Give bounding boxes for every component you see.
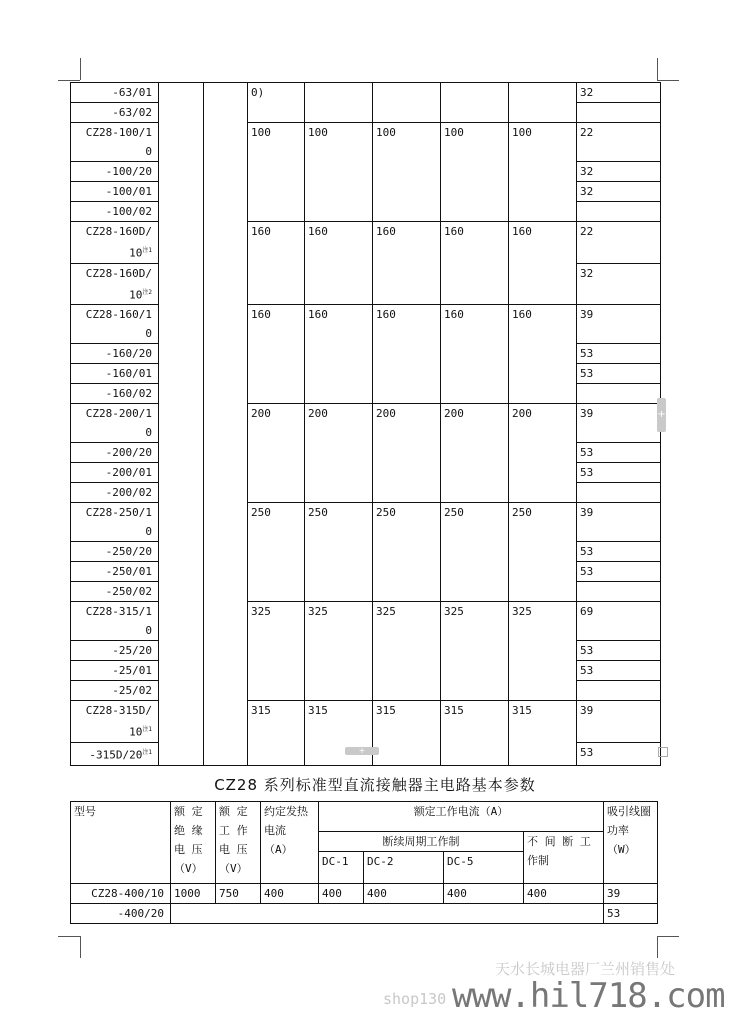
cell-coil-power: 53 [577, 641, 661, 661]
cell-dc5: 400 [444, 884, 524, 904]
cell-model [71, 661, 159, 681]
cell-model [71, 202, 159, 222]
cell-current: 160 [509, 305, 577, 404]
cell-thermal-current: 400 [261, 884, 319, 904]
model-text: -25/01 [112, 664, 152, 678]
cell-current: 200 [441, 404, 509, 503]
cell-coil-power: 32 [577, 83, 661, 103]
crop-mark-top-right-v [657, 58, 658, 80]
header-rated-current: 额定工作电流（A） [319, 802, 604, 832]
cell-current: 160 [305, 222, 373, 305]
model-text: -25/20 [112, 644, 152, 658]
cell-dc1: 400 [319, 884, 364, 904]
cell-model [71, 344, 159, 364]
cell-current: 250 [509, 503, 577, 602]
cell-dc2: 400 [364, 884, 444, 904]
model-text: CZ28-160/1 [85, 308, 152, 322]
cell-current [509, 83, 577, 123]
header-dc2: DC-2 [364, 852, 444, 884]
watermark-shop: shop130 [383, 990, 447, 1008]
cell-current: 200 [509, 404, 577, 503]
cell-model [71, 582, 159, 602]
model-text: CZ28-315D/ [85, 704, 152, 718]
cell-coil-power: 39 [577, 305, 661, 344]
cell-current: 100 [305, 123, 373, 222]
cell-coil-power [577, 681, 661, 701]
watermark-url: www.hil718.com [452, 976, 725, 1016]
cell-coil-power: 39 [577, 404, 661, 443]
cell-insulation-voltage: 1000 [171, 884, 216, 904]
cell-current: 100 [373, 123, 441, 222]
cell-model [71, 503, 159, 542]
cell-coil-power: 39 [577, 701, 661, 743]
cell-current: 315 [373, 701, 441, 765]
cell-current: 200 [248, 404, 305, 503]
model-text: CZ28-200/1 [85, 407, 152, 421]
footnote-marker: 注1 [142, 247, 152, 254]
cell-model [71, 103, 159, 123]
cell-coil-power [577, 483, 661, 503]
cell-model [71, 123, 159, 162]
model-text: -315D/20 [89, 748, 143, 762]
expand-bottom-handle[interactable]: + [345, 747, 379, 755]
model-text: CZ28-100/1 [85, 126, 152, 139]
cell-coil-power: 22 [577, 123, 661, 162]
cell-empty [171, 904, 604, 924]
cell-current: 325 [441, 602, 509, 701]
crop-mark-top-left-h [58, 80, 80, 81]
cell-current: 160 [441, 305, 509, 404]
cell-model [71, 222, 159, 264]
cell-model [71, 384, 159, 404]
model-text: -63/01 [112, 86, 152, 99]
cell-current: 160 [373, 305, 441, 404]
cell-model [71, 443, 159, 463]
cell-coil-power [577, 384, 661, 404]
model-text: -25/02 [112, 684, 152, 698]
cell-current: 100 [248, 123, 305, 222]
model-text: -63/02 [112, 106, 152, 119]
cell-model [71, 701, 159, 743]
crop-mark-bottom-right-h [657, 936, 679, 937]
cell-coil-power [577, 202, 661, 222]
watermark-company: 天水长城电器厂兰州销售处 [495, 960, 676, 978]
header-thermal-current: 约定发热电流 （A） [261, 802, 319, 884]
model-text: CZ28-160D/ [85, 225, 152, 238]
cell-current: 160 [248, 305, 305, 404]
cell-work-voltage: 750 [216, 884, 261, 904]
header-model: 型号 [71, 802, 171, 884]
cell-coil-power [577, 103, 661, 123]
cell-current [305, 83, 373, 123]
cell-empty [204, 83, 248, 766]
cell-model [71, 263, 159, 305]
crop-mark-top-right-h [657, 80, 679, 81]
upper-parameter-table [70, 82, 718, 766]
footnote-marker: 注1 [142, 748, 152, 756]
cell-current: 160 [373, 222, 441, 305]
footnote-marker: 注2 [142, 288, 152, 296]
model-text-line2: 10 [129, 288, 143, 302]
cell-current: 315 [441, 701, 509, 765]
cell-coil-power: 53 [577, 443, 661, 463]
cell-current: 325 [305, 602, 373, 701]
cell-model [71, 542, 159, 562]
header-work-voltage: 额 定 工 作 电 压 （V） [216, 802, 261, 884]
cell-coil-power: 53 [577, 562, 661, 582]
model-text-line2: 10 [129, 725, 143, 739]
cell-current: 325 [509, 602, 577, 701]
cell-coil-power: 69 [577, 602, 661, 641]
cell-coil-power: 53 [577, 661, 661, 681]
crop-mark-bottom-right-v [657, 936, 658, 958]
model-text: -100/02 [105, 205, 152, 218]
table-row [71, 904, 658, 924]
cell-current: 160 [509, 222, 577, 305]
footnote-marker: 注1 [142, 726, 152, 734]
model-text: -250/01 [105, 565, 152, 579]
cell-current: 100 [509, 123, 577, 222]
model-text: -160/20 [105, 347, 152, 361]
cell-model [71, 83, 159, 103]
cell-model [71, 641, 159, 661]
cell-coil-power: 53 [577, 463, 661, 483]
model-text-line2: 10 [129, 246, 143, 260]
table-resize-handle[interactable] [658, 747, 668, 757]
cell-current: 325 [373, 602, 441, 701]
table-row [71, 884, 658, 904]
cell-coil-power: 39 [577, 503, 661, 542]
model-text-line2: 0 [145, 624, 152, 638]
cell-coil-power: 53 [577, 542, 661, 562]
cell-current: 0) [248, 83, 305, 123]
cell-current [373, 83, 441, 123]
cell-current: 250 [373, 503, 441, 602]
header-intermittent: 断续周期工作制 [319, 832, 524, 852]
model-text: -200/20 [105, 446, 152, 460]
cell-empty [159, 83, 204, 766]
cell-current: 250 [248, 503, 305, 602]
model-text: -160/02 [105, 387, 152, 401]
cell-model: -400/20 [71, 904, 171, 924]
model-text: -200/01 [105, 466, 152, 480]
table-title: CZ28 系列标准型直流接触器主电路基本参数 [214, 776, 536, 794]
table-row [71, 83, 718, 103]
crop-mark-bottom-left-h [58, 936, 80, 937]
model-text: -160/01 [105, 367, 152, 381]
header-dc5: DC-5 [444, 852, 524, 884]
cell-current: 200 [305, 404, 373, 503]
cell-model [71, 562, 159, 582]
cell-model [71, 162, 159, 182]
cell-coil-power: 32 [577, 263, 661, 305]
cell-coil-power: 39 [604, 884, 658, 904]
header-dc1: DC-1 [319, 852, 364, 884]
header-coil-power: 吸引线圈功率 （W） [604, 802, 658, 884]
cell-current: 160 [248, 222, 305, 305]
cell-coil-power: 53 [577, 364, 661, 384]
model-text-line2: 0 [145, 145, 152, 158]
model-text: -200/02 [105, 486, 152, 500]
lower-parameter-table [70, 801, 658, 924]
cell-current: 315 [305, 701, 373, 765]
model-text: -250/20 [105, 545, 152, 559]
cell-model: CZ28-400/10 [71, 884, 171, 904]
model-text-line2: 0 [145, 426, 152, 440]
crop-mark-bottom-left-v [80, 936, 81, 958]
cell-coil-power: 32 [577, 162, 661, 182]
model-text: CZ28-250/1 [85, 506, 152, 520]
cell-model [71, 404, 159, 443]
cell-uninterrupted: 400 [524, 884, 604, 904]
cell-model [71, 602, 159, 641]
model-text: CZ28-160D/ [85, 266, 152, 280]
model-text-line2: 0 [145, 525, 152, 539]
cell-current: 315 [248, 701, 305, 765]
cell-model [71, 305, 159, 344]
cell-current: 325 [248, 602, 305, 701]
model-text-line2: 0 [145, 327, 152, 341]
model-text: -250/02 [105, 585, 152, 599]
cell-model [71, 364, 159, 384]
cell-current [441, 83, 509, 123]
cell-model [71, 681, 159, 701]
cell-coil-power: 53 [577, 344, 661, 364]
cell-model [71, 483, 159, 503]
cell-model [71, 463, 159, 483]
cell-coil-power: 22 [577, 222, 661, 264]
cell-current: 250 [441, 503, 509, 602]
cell-current: 200 [373, 404, 441, 503]
cell-model [71, 182, 159, 202]
cell-current: 250 [305, 503, 373, 602]
cell-current: 160 [305, 305, 373, 404]
cell-coil-power: 53 [577, 742, 661, 765]
model-text: -100/01 [105, 185, 152, 198]
cell-coil-power: 32 [577, 182, 661, 202]
model-text: -100/20 [105, 165, 152, 178]
cell-current: 160 [441, 222, 509, 305]
header-insulation-voltage: 额 定 绝 缘 电 压 （V） [171, 802, 216, 884]
cell-coil-power: 53 [604, 904, 658, 924]
header-uninterrupted: 不 间 断 工 作制 [524, 832, 604, 884]
cell-current: 100 [441, 123, 509, 222]
cell-model [71, 742, 159, 765]
crop-mark-top-left-v [80, 58, 81, 80]
expand-right-handle[interactable]: + [657, 398, 666, 432]
cell-current: 315 [509, 701, 577, 765]
cell-coil-power [577, 582, 661, 602]
model-text: CZ28-315/1 [85, 605, 152, 619]
